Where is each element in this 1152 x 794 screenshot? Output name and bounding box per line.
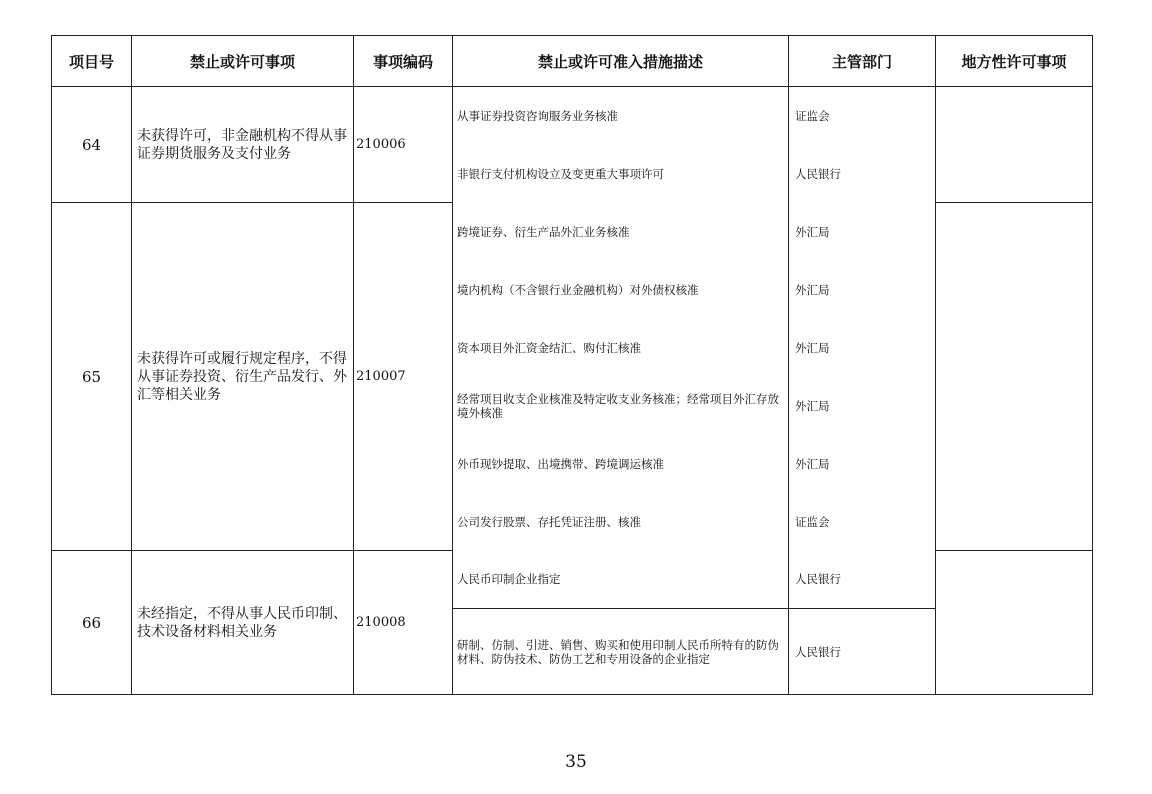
item-code: 210007: [354, 203, 453, 551]
local-permit: [936, 551, 1093, 695]
table-row: [52, 87, 1093, 145]
item-number: 66: [52, 551, 132, 695]
measure-department: 人民银行: [789, 609, 936, 695]
item-name: 未获得许可，非金融机构不得从事证券期货服务及支付业务: [132, 87, 354, 203]
measure-description: 跨境证券、衍生产品外汇业务核准: [453, 203, 789, 261]
header-item: 禁止或许可事项: [132, 36, 354, 87]
item-code: 210008: [354, 551, 453, 695]
measure-department: 人民银行: [789, 551, 936, 609]
measure-department: 人民银行: [789, 145, 936, 203]
measure-description: 外币现钞提取、出境携带、跨境调运核准: [453, 435, 789, 493]
header-local-permit: 地方性许可事项: [936, 36, 1093, 87]
table-row: [52, 203, 1093, 261]
measure-department: 外汇局: [789, 319, 936, 377]
header-department: 主管部门: [789, 36, 936, 87]
page-number: 35: [565, 752, 587, 772]
item-name: 未获得许可或履行规定程序，不得从事证券投资、衍生产品发行、外汇等相关业务: [132, 203, 354, 551]
local-permit: [936, 203, 1093, 551]
measure-description: 非银行支付机构设立及变更重大事项许可: [453, 145, 789, 203]
measure-description: 人民币印制企业指定: [453, 551, 789, 609]
measure-description: 经常项目收支企业核准及特定收支业务核准；经常项目外汇存放境外核准: [453, 377, 789, 435]
header-row: [52, 36, 1093, 87]
measure-department: 证监会: [789, 87, 936, 145]
measure-description: 研制、仿制、引进、销售、购买和使用印制人民币所特有的防伪材料、防伪技术、防伪工艺和专用设备的企业指定: [453, 609, 789, 695]
item-number: 65: [52, 203, 132, 551]
measure-description: 从事证券投资咨询服务业务核准: [453, 87, 789, 145]
measure-department: 外汇局: [789, 261, 936, 319]
item-name: 未经指定，不得从事人民币印制、技术设备材料相关业务: [132, 551, 354, 695]
measure-description: 境内机构（不含银行业金融机构）对外债权核准: [453, 261, 789, 319]
measure-department: 外汇局: [789, 377, 936, 435]
item-code: 210006: [354, 87, 453, 203]
local-permit: [936, 87, 1093, 203]
measure-department: 外汇局: [789, 203, 936, 261]
table-row: [52, 551, 1093, 609]
header-code: 事项编码: [354, 36, 453, 87]
measure-department: 证监会: [789, 493, 936, 551]
measure-description: 公司发行股票、存托凭证注册、核准: [453, 493, 789, 551]
header-description: 禁止或许可准入措施描述: [453, 36, 789, 87]
header-item-no: 项目号: [52, 36, 132, 87]
market-access-table: [51, 35, 1093, 695]
measure-department: 外汇局: [789, 435, 936, 493]
item-number: 64: [52, 87, 132, 203]
measure-description: 资本项目外汇资金结汇、购付汇核准: [453, 319, 789, 377]
